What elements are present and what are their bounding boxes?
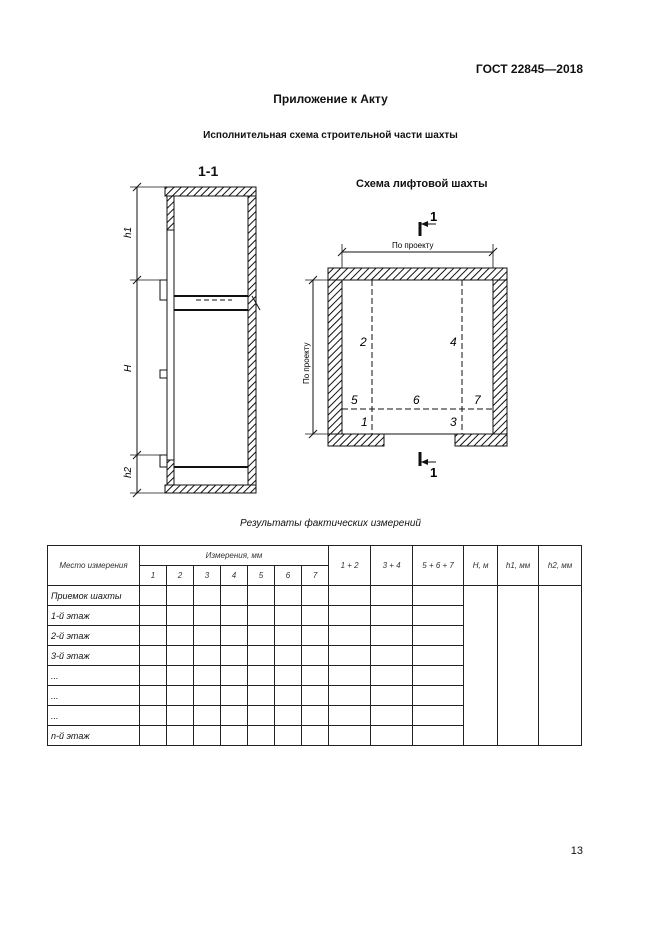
cut-mark-top-label: 1	[430, 209, 438, 224]
h2-cell	[539, 586, 582, 746]
section-label: 1-1	[198, 163, 219, 179]
point-4-label: 4	[450, 335, 457, 349]
cut-mark-bottom-label: 1	[430, 465, 438, 480]
point-6-label: 6	[413, 393, 420, 407]
row-label: n-й этаж	[48, 726, 140, 746]
H-cell	[464, 586, 498, 746]
col-sum34-header: 3 + 4	[371, 546, 413, 586]
sub-col-header: 2	[167, 566, 194, 586]
point-1-label: 1	[361, 415, 368, 429]
sub-col-header: 1	[140, 566, 167, 586]
design-width-label: По проекту	[392, 241, 434, 250]
section-view	[130, 183, 260, 497]
plan-view	[305, 221, 507, 466]
measurements-table	[47, 545, 582, 746]
point-7-label: 7	[474, 393, 481, 407]
sub-col-header: 3	[194, 566, 221, 586]
sub-col-header: 7	[302, 566, 329, 586]
sub-col-header: 4	[221, 566, 248, 586]
col-h1-header: h1, мм	[498, 546, 539, 586]
col-group-header: Измерения, мм	[140, 546, 329, 566]
point-2-label: 2	[360, 335, 367, 349]
scheme-subtitle: Исполнительная схема строительной части шахты	[203, 130, 458, 141]
design-height-label: По проекту	[302, 342, 311, 384]
shaft-scheme-title: Схема лифтовой шахты	[356, 178, 488, 190]
appendix-title: Приложение к Акту	[273, 92, 388, 106]
page-number: 13	[570, 845, 583, 857]
row-label: 1-й этаж	[48, 606, 140, 626]
row-label: Приемок шахты	[48, 586, 140, 606]
col-h2-header: h2, мм	[539, 546, 582, 586]
table-row	[48, 586, 582, 606]
col-sum12-header: 1 + 2	[329, 546, 371, 586]
standard-number: ГОСТ 22845—2018	[475, 62, 583, 76]
point-5-label: 5	[351, 393, 358, 407]
row-label: 3-й этаж	[48, 646, 140, 666]
row-label: 2-й этаж	[48, 626, 140, 646]
col-place-header: Место измерения	[48, 546, 140, 586]
h1-cell	[498, 586, 539, 746]
col-sum567-header: 5 + 6 + 7	[413, 546, 464, 586]
dim-h1-label: h1	[123, 226, 134, 238]
results-title: Результаты фактических измерений	[240, 518, 421, 529]
row-label: ...	[48, 686, 140, 706]
dim-H-label: H	[123, 364, 134, 372]
dim-h2-label: h2	[123, 466, 134, 478]
row-label: ...	[48, 706, 140, 726]
sub-col-header: 6	[275, 566, 302, 586]
point-3-label: 3	[450, 415, 457, 429]
sub-col-header: 5	[248, 566, 275, 586]
row-label: ...	[48, 666, 140, 686]
col-H-header: H, м	[464, 546, 498, 586]
